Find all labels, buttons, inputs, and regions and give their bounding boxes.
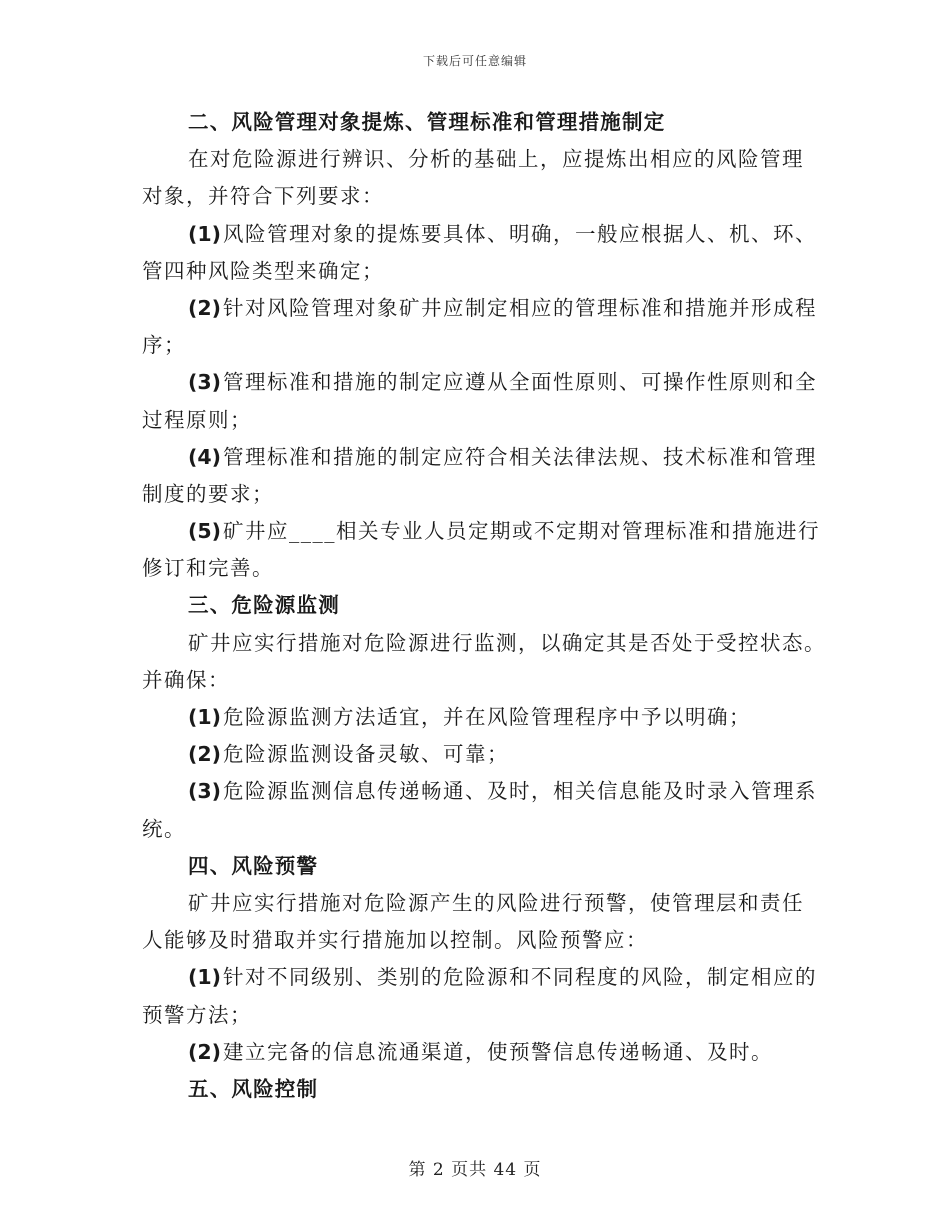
list-item-text: 管理标准和措施的制定应符合相关法律法规、技术标准和管理 [223,444,818,469]
list-item [142,364,818,401]
list-item [142,736,808,773]
section-heading: 四、风险预警 [188,853,319,878]
paragraph-line: 预警方法； [142,1002,252,1027]
list-item [142,513,821,550]
list-item [142,290,818,327]
paragraph-line: 管四种风险类型来确定； [142,258,384,283]
list-item-number: (4) [188,444,222,469]
paragraph-line: 统。 [142,816,186,841]
list-item [142,216,818,253]
list-item-text: 风险管理对象的提炼要具体、明确，一般应根据人、机、环、 [223,221,818,246]
list-item-number: (1) [188,965,222,990]
paragraph-line: 修订和完善。 [142,556,274,581]
page-footer: 第 2 页共 44 页 [408,1160,542,1180]
paragraph-line: 人能够及时猎取并实行措施加以控制。风险预警应： [142,928,648,953]
list-item [142,959,818,996]
page-header: 下载后可任意编辑 [422,54,527,68]
list-item-text: 矿井应____相关专业人员定期或不定期对管理标准和措施进行 [223,519,821,544]
list-item-text: 建立完备的信息流通渠道，使预警信息传递畅通、及时。 [223,1039,774,1064]
list-item-number: (2) [188,295,222,320]
list-item [142,1034,808,1071]
list-item-text: 危险源监测信息传递畅通、及时，相关信息能及时录入管理系 [223,779,818,804]
section-heading: 五、风险控制 [188,1076,319,1101]
paragraph-line: 过程原则； [142,407,252,432]
paragraph-line: 制度的要求； [142,481,274,506]
section-heading: 二、风险管理对象提炼、管理标准和管理措施制定 [188,110,666,134]
list-item-text: 危险源监测设备灵敏、可靠； [223,742,510,767]
paragraph-line: 序； [142,333,186,358]
list-item-number: (2) [188,742,222,767]
paragraph-line: 对象，并符合下列要求： [142,184,384,209]
document-body [142,104,826,1108]
list-item-text: 管理标准和措施的制定应遵从全面性原则、可操作性原则和全 [223,370,818,395]
paragraph-line: 在对危险源进行辨识、分析的基础上，应提炼出相应的风险管理 [188,147,804,172]
list-item-number: (3) [188,370,222,395]
list-item-text: 危险源监测方法适宜，并在风险管理程序中予以明确； [223,705,752,729]
list-item-text: 针对风险管理对象矿井应制定相应的管理标准和措施并形成程 [223,295,818,320]
paragraph-line: 并确保： [142,667,230,692]
list-item-number: (3) [188,779,222,804]
paragraph-line: 矿井应实行措施对危险源产生的风险进行预警，使管理层和责任 [188,890,804,915]
list-item [142,699,808,736]
list-item-number: (2) [188,1039,222,1064]
paragraph-line: 矿井应实行措施对危险源进行监测，以确定其是否处于受控状态。 [188,630,826,655]
list-item-number: (5) [188,519,222,544]
section-heading: 三、危险源监测 [188,593,340,618]
list-item-number: (1) [188,221,222,246]
list-item-text: 针对不同级别、类别的危险源和不同程度的风险，制定相应的 [223,965,818,990]
list-item-number: (1) [188,705,222,729]
list-item [142,439,818,476]
list-item [142,773,818,810]
